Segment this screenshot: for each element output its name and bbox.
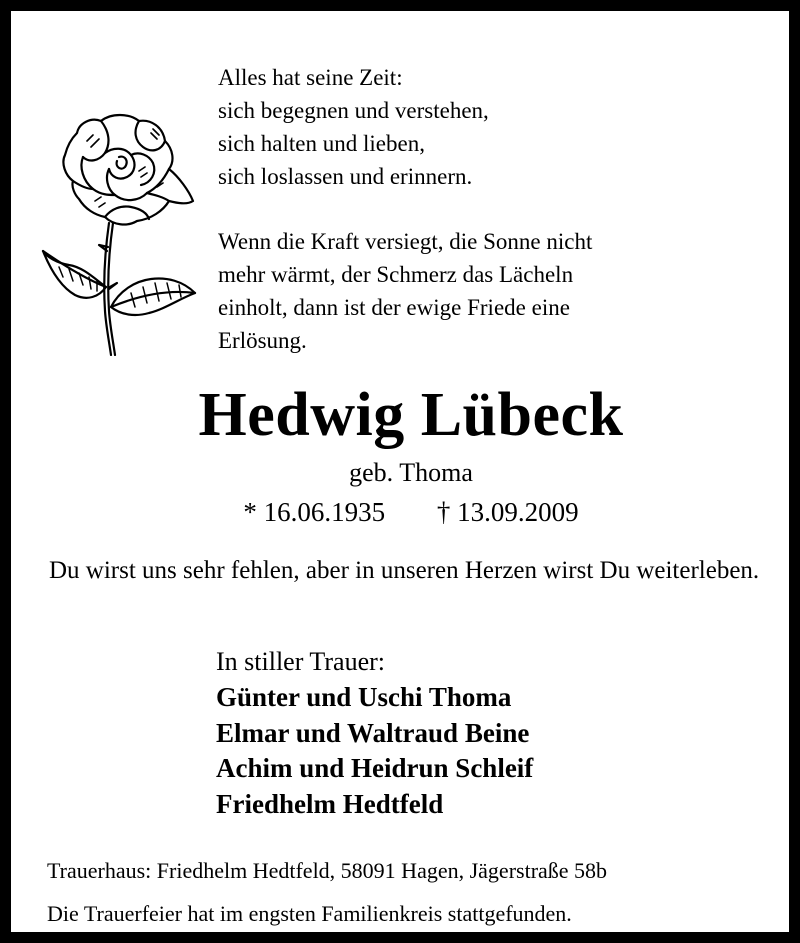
mourner-name: Achim und Heidrun Schleif (216, 753, 534, 783)
birth-name: geb. Thoma (349, 458, 473, 487)
mourner-name: Friedhelm Hedtfeld (216, 788, 444, 819)
deceased-name: Hedwig Lübeck (198, 381, 624, 449)
poem-line: sich halten und lieben, (218, 131, 425, 156)
mourning-house: Trauerhaus: Friedhelm Hedtfeld, 58091 Hagen, Jägerstraße 58b (47, 858, 608, 883)
stanza-gap (218, 193, 778, 225)
poem (218, 61, 778, 357)
ceremony-note: Die Trauerfeier hat im engsten Familienkreis stattgefunden. (47, 901, 572, 926)
poem-line: sich loslassen und erinnern. (218, 164, 473, 189)
poem-line: Erlösung. (218, 328, 307, 353)
life-dates (11, 494, 800, 530)
mourners-block (216, 643, 776, 822)
poem-line: sich begegnen und verstehen, (218, 98, 489, 123)
mourner-name: Günter und Uschi Thoma (216, 682, 512, 712)
poem-line: einholt, dann ist der ewige Friede eine (218, 295, 570, 320)
farewell-message: Du wirst uns sehr fehlen, aber in unseren Herzen wirst Du weiterleben. (49, 557, 760, 584)
birth-date: * 16.06.1935 (243, 497, 386, 527)
poem-line: mehr wärmt, der Schmerz das Lächeln (218, 262, 574, 287)
mourner-name: Elmar und Waltraud Beine (216, 717, 530, 748)
death-date: † 13.09.2009 (436, 497, 579, 527)
poem-line: Alles hat seine Zeit: (218, 65, 403, 90)
poem-line: Wenn die Kraft versiegt, die Sonne nicht (218, 229, 593, 254)
rose-icon (39, 111, 199, 356)
mourners-intro: In stiller Trauer: (216, 647, 385, 676)
